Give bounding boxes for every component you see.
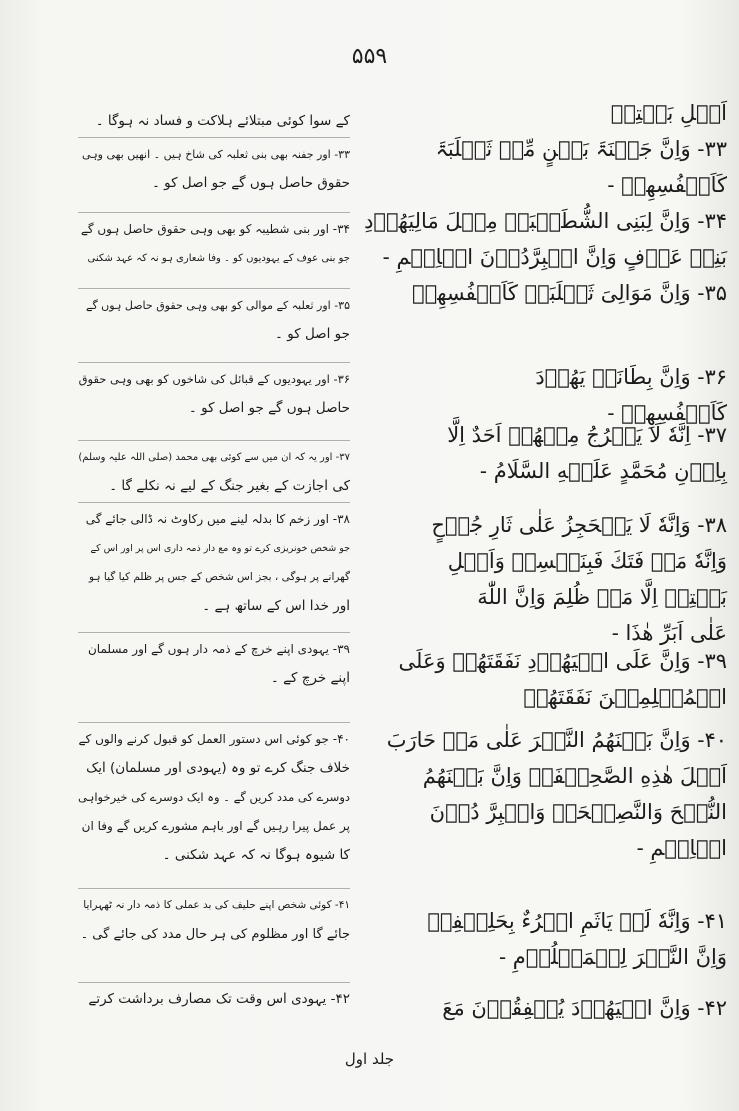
arabic-paragraph xyxy=(362,95,727,131)
urdu-paragraph xyxy=(78,985,350,1014)
urdu-line: ۳۸- اور زخم کا بدلہ لینے میں رکاوٹ نہ ڈالی جائے گی xyxy=(85,512,350,526)
arabic-paragraph xyxy=(362,722,727,866)
urdu-paragraph xyxy=(78,505,350,621)
arabic-paragraph xyxy=(362,131,727,203)
arabic-line: اَهۡلَ هٰذِهِ الصَّحِیۡفَۃِ وَاِنَّ بَیۡنَهُمُ xyxy=(422,764,727,788)
arabic-paragraph xyxy=(362,903,727,975)
arabic-line: ۴۰- وَاِنَّ بَیۡنَهُمُ النَّصۡرَ عَلٰی مَنۡ حَارَبَ xyxy=(386,728,727,752)
urdu-line: جائے گا اور مظلوم کی ہر حال مدد کی جائے گی ۔ xyxy=(80,927,350,942)
urdu-paragraph xyxy=(78,365,350,423)
urdu-line: گھرانے پر ہوگی ، بجز اس شخص کے جس پر ظلم کیا گیا ہو xyxy=(89,571,350,583)
arabic-line: اَهۡلِ بَیۡتِهٖ xyxy=(610,101,727,125)
urdu-line: جو بنی عوف کے یہودیوں کو ۔ وفا شعاری ہو نہ کہ عہد شکنی xyxy=(87,253,350,264)
urdu-paragraph xyxy=(78,107,350,136)
volume-footer: جلد اول xyxy=(344,1050,395,1068)
arabic-line: ۳۵- وَاِنَّ مَوَالِیَ ثَعۡلَبَۃَ کَاَنۡفُسِهِمۡ xyxy=(412,281,727,305)
arabic-line: الۡاِثۡمِ - xyxy=(636,836,727,860)
arabic-line: ۳۶- وَاِنَّ بِطَانَۃَ یَهُوۡدَ xyxy=(535,365,727,389)
urdu-line: ۳۹- یہودی اپنے خرچ کے ذمہ دار ہوں گے اور مسلمان xyxy=(87,642,350,656)
arabic-line: بَیۡتِهٖ اِلَّا مَنۡ ظُلِمَ وَاِنَّ اللّٰهَ xyxy=(477,585,727,609)
arabic-line: عَلٰی اَبَرِّ هٰذَا - xyxy=(611,621,727,645)
arabic-paragraph xyxy=(362,643,727,715)
urdu-paragraph xyxy=(78,291,350,349)
urdu-paragraph xyxy=(78,635,350,693)
arabic-line: وَاِنَّهٗ مَنۡ فَتَكَ فَبِنَفۡسِهٖ وَاَهۡلِ xyxy=(447,549,727,573)
urdu-paragraph xyxy=(78,725,350,870)
urdu-line: خلاف جنگ کرے تو وہ (یہودی اور مسلمان) ایک xyxy=(86,760,350,776)
arabic-line: الۡمُسۡلِمِیۡنَ نَفَقَتَهُمۡ xyxy=(523,685,727,709)
arabic-line: ۳۴- وَاِنَّ لِبَنِی الشُّطَیۡبَۃِ مِثۡلَ مَالِیَهُوۡدِ xyxy=(364,209,727,233)
urdu-line: جو اصل کو ۔ xyxy=(275,326,350,342)
urdu-line: اپنے خرچ کے ۔ xyxy=(270,670,350,686)
paragraph-divider xyxy=(78,212,350,213)
urdu-line: ۴۱- کوئی شخص اپنے حلیف کی بد عملی کا ذمہ دار نہ ٹھہرایا xyxy=(83,899,350,911)
paragraph-divider xyxy=(78,362,350,363)
urdu-line: حاصل ہوں گے جو اصل کو ۔ xyxy=(188,400,350,416)
arabic-paragraph xyxy=(362,507,727,651)
paragraph-divider xyxy=(78,632,350,633)
paragraph-divider xyxy=(78,440,350,441)
paragraph-divider xyxy=(78,137,350,138)
arabic-line: ۳۸- وَاِنَّهٗ لَا یَنۡحَجِزُ عَلٰی ثَارِ جُرۡحٍ xyxy=(431,513,727,537)
urdu-paragraph xyxy=(78,443,350,501)
arabic-line: النُّصۡحَ وَالنَّصِیۡحَۃَ وَالۡبِرَّ دُوۡنَ xyxy=(429,800,727,824)
urdu-line: ۴۲- یہودی اس وقت تک مصارف برداشت کرتے xyxy=(88,991,350,1007)
arabic-line: کَاَنۡفُسِهِمۡ - xyxy=(607,401,727,425)
urdu-line: کے سوا کوئی مبتلائے ہلاکت و فساد نہ ہوگا ۔ xyxy=(95,113,350,129)
urdu-line: پر عمل پیرا رہیں گے اور باہم مشورے کریں گے وفا ان xyxy=(81,819,350,833)
arabic-paragraph xyxy=(362,275,727,311)
paragraph-divider xyxy=(78,722,350,723)
arabic-line: ۴۲- وَاِنَّ الۡیَهُوۡدَ یُنۡفِقُوۡنَ مَعَ xyxy=(442,996,727,1020)
page-number: ۵۵۹ xyxy=(351,44,388,69)
urdu-line: ۳۶- اور یہودیوں کے قبائل کی شاخوں کو بھی وہی حقوق xyxy=(78,372,350,386)
arabic-line: وَاِنَّ النَّصۡرَ لِلۡمَظۡلُوۡمِ - xyxy=(499,945,727,969)
urdu-line: ۳۳- اور جفنہ بھی بنی ثعلبہ کی شاخ ہیں ۔ انھیں بھی وہی xyxy=(82,148,350,161)
urdu-line: حقوق حاصل ہوں گے جو اصل کو ۔ xyxy=(151,175,350,191)
arabic-line: کَاَنۡفُسِهِمۡ - xyxy=(607,173,727,197)
paragraph-divider xyxy=(78,502,350,503)
urdu-line: اور خدا اس کے ساتھ ہے ۔ xyxy=(202,598,350,614)
urdu-line: ۳۵- اور ثعلبہ کے موالی کو بھی وہی حقوق حاصل ہوں گے xyxy=(86,299,350,312)
arabic-line: ۳۳- وَاِنَّ جَفۡنَۃَ بَطۡنٍ مِّنۡ ثَعۡلَبَۃَ xyxy=(435,137,727,161)
paragraph-divider xyxy=(78,288,350,289)
urdu-line: جو شخص خونریزی کرے تو وہ مع دار ذمہ داری اس پر اور اس کے xyxy=(90,543,350,554)
urdu-paragraph xyxy=(78,891,350,949)
arabic-line: بِاِذۡنِ مُحَمَّدٍ عَلَیۡهِ السَّلَامُ - xyxy=(479,459,727,483)
arabic-paragraph xyxy=(362,203,727,275)
arabic-paragraph xyxy=(362,417,727,489)
arabic-line: ۳۷- اِنَّهٗ لَا یَخۡرُجُ مِنۡهُمۡ اَحَدٌ اِلَّا xyxy=(447,423,727,447)
urdu-line: دوسرے کی مدد کریں گے ۔ وہ ایک دوسرے کی خیرخواہی xyxy=(78,790,350,804)
arabic-line: ۴۱- وَاِنَّهٗ لَمۡ یَاثَمِ امۡرُءٌ بِحَلِیۡفِهٖ xyxy=(427,909,727,933)
urdu-line: ۴۰- جو کوئی اس دستور العمل کو قبول کرنے والوں کے xyxy=(78,732,350,746)
urdu-line: ۳۷- اور یہ کہ ان میں سے کوئی بھی محمد (صلی اللہ علیہ وسلم) xyxy=(78,452,350,463)
arabic-line: بَنِیۡ عَوۡفٍ وَاِنَّ الۡبِرَّدُوۡنَ الۡاِثۡمِ - xyxy=(382,245,727,269)
urdu-line: کا شیوہ ہوگا نہ کہ عہد شکنی ۔ xyxy=(162,847,350,863)
paragraph-divider xyxy=(78,888,350,889)
arabic-paragraph xyxy=(362,990,727,1026)
paragraph-divider xyxy=(78,982,350,983)
urdu-paragraph xyxy=(78,140,350,198)
urdu-line: ۳۴- اور بنی شطیبہ کو بھی وہی حقوق حاصل ہوں گے xyxy=(80,222,350,236)
arabic-line: ۳۹- وَاِنَّ عَلَی الۡیَهُوۡدِ نَفَقَتَهُمۡ وَعَلَی xyxy=(398,649,727,673)
urdu-paragraph xyxy=(78,215,350,273)
urdu-line: کی اجازت کے بغیر جنگ کے لیے نہ نکلے گا ۔ xyxy=(109,478,350,494)
